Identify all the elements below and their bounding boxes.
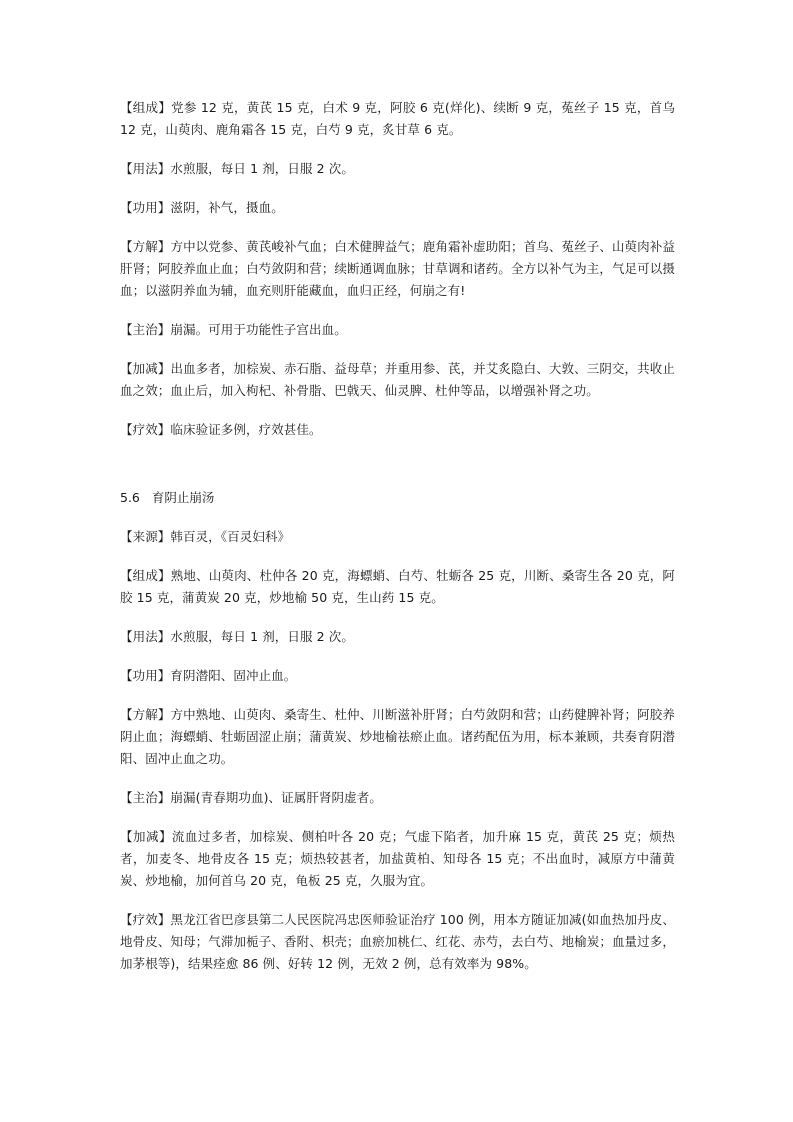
paragraph-function: 【功用】育阴潜阳、固冲止血。 xyxy=(120,668,297,683)
paragraph-function: 【功用】滋阴，补气，摄血。 xyxy=(120,200,284,215)
paragraph-modification: 【加减】流血过多者，加棕炭、侧柏叶各 20 克；气虚下陷者，加升麻 15 克，黄芪 25 克；烦热者，加麦冬、地骨皮各 15 克；烦热较甚者，加盐黄柏、知母各 15 克；不出血时，减原方中蒲黄炭、炒地榆，加何首乌 20 克，龟板 25 克，久服为宜。 xyxy=(120,829,675,888)
section-heading xyxy=(120,487,675,509)
paragraph-modification: 【加减】出血多者，加棕炭、赤石脂、益母草；并重用参、芪，并艾炙隐白、大敦、三阴交，共收止血之效；血止后，加入枸杞、补骨脂、巴戟天、仙灵脾、杜仲等品，以增强补肾之功。 xyxy=(120,361,675,398)
paragraph-composition: 【组成】熟地、山萸肉、杜仲各 20 克，海螵蛸、白芍、牡蛎各 25 克，川断、桑寄生各 20 克，阿胶 15 克，蒲黄炭 20 克，炒地榆 50 克，生山药 15 克。 xyxy=(120,568,675,605)
paragraph-efficacy: 【疗效】黑龙江省巴彦县第二人民医院冯忠医师验证治疗 100 例，用本方随证加减(如血热加丹皮、地骨皮、知母；气滞加栀子、香附、枳壳；血瘀加桃仁、红花、赤芍，去白芍、地榆炭；血量过多，加茅根等)，结果痊愈 86 例、好转 12 例，无效 2 例，总有效率为 98%。 xyxy=(120,912,675,971)
paragraph-composition: 【组成】党参 12 克，黄芪 15 克，白术 9 克，阿胶 6 克(烊化)、续断 9 克，菟丝子 15 克，首乌 12 克，山萸肉、鹿角霜各 15 克，白芍 9 克，炙甘草 6 克。 xyxy=(120,100,675,137)
document-page xyxy=(120,97,675,992)
paragraph-efficacy: 【疗效】临床验证多例，疗效甚佳。 xyxy=(120,422,322,437)
paragraph-indication: 【主治】崩漏(青春期功血)、证属肝肾阴虚者。 xyxy=(120,790,382,805)
paragraph-explanation: 【方解】方中以党参、黄芪峻补气血；白术健脾益气；鹿角霜补虚助阳；首乌、菟丝子、山萸肉补益肝肾；阿胶养血止血；白芍敛阴和营；续断通调血脉；甘草调和诸药。全方以补气为主，气足可以摄血；以滋阴养血为辅，血充则肝能藏血，血归正经，何崩之有! xyxy=(120,239,675,298)
section-number: 5.6 xyxy=(120,490,140,505)
paragraph-indication: 【主治】崩漏。可用于功能性子宫出血。 xyxy=(120,322,347,337)
paragraph-usage: 【用法】水煎服，每日 1 剂，日服 2 次。 xyxy=(120,629,354,644)
paragraph-explanation: 【方解】方中熟地、山萸肉、桑寄生、杜仲、川断滋补肝肾；白芍敛阴和营；山药健脾补肾；阿胶养阴止血；海螵蛸、牡蛎固涩止崩；蒲黄炭、炒地榆祛瘀止血。诸药配伍为用，标本兼顾，共奏育阴潜阳、固冲止血之功。 xyxy=(120,707,675,766)
paragraph-source: 【来源】韩百灵，《百灵妇科》 xyxy=(120,529,291,544)
section-title: 育阴止崩汤 xyxy=(151,490,215,505)
paragraph-usage: 【用法】水煎服，每日 1 剂，日服 2 次。 xyxy=(120,161,354,176)
